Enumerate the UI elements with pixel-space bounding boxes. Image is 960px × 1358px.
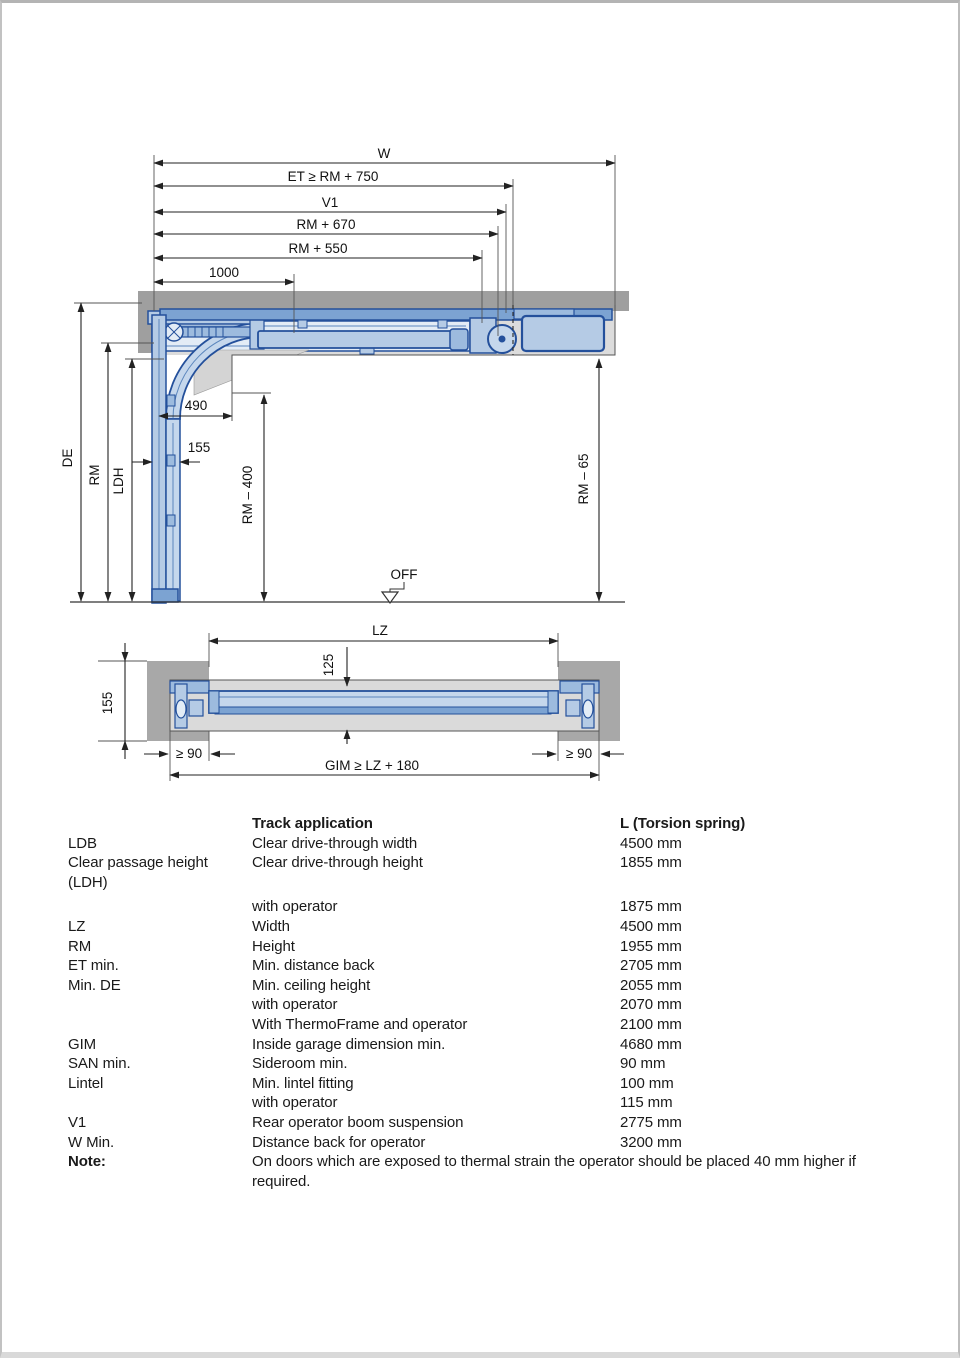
spec-value: 2055 mm xyxy=(620,976,682,994)
spec-row xyxy=(68,834,896,854)
spec-abbr: V1 xyxy=(68,1113,87,1131)
door-leaf-accent xyxy=(215,707,551,714)
spec-value: 2100 mm xyxy=(620,1015,682,1033)
spec-abbr: SAN min. xyxy=(68,1055,131,1073)
note-text: On doors which are exposed to thermal strain the operator should be placed 40 mm higher if required. xyxy=(252,1153,856,1190)
dimension-155-plan xyxy=(98,643,147,759)
spec-abbr: LZ xyxy=(68,917,86,935)
spec-desc: Rear operator boom suspension xyxy=(252,1113,464,1131)
hanger-tab xyxy=(438,320,447,328)
spec-desc: Min. ceiling height xyxy=(252,976,371,994)
spec-desc: Inside garage dimension min. xyxy=(252,1035,446,1053)
spec-desc: Width xyxy=(252,917,290,935)
spec-row xyxy=(68,976,896,996)
spec-value: 3200 mm xyxy=(620,1133,682,1151)
roller-right-icon xyxy=(583,700,593,718)
roller-hinge xyxy=(167,455,175,466)
spec-abbr: RM xyxy=(68,937,92,955)
dim-rm65-label: RM – 65 xyxy=(576,453,591,505)
spec-value: 1955 mm xyxy=(620,937,682,955)
dim-125-label: 125 xyxy=(321,653,336,677)
roller-left-icon xyxy=(176,700,186,718)
ceiling xyxy=(138,291,629,311)
spec-header-track: Track application xyxy=(252,815,373,832)
panel-end-cap xyxy=(450,329,468,350)
spec-abbr: Min. DE xyxy=(68,976,121,994)
spec-value: 4680 mm xyxy=(620,1035,682,1053)
door-bottom-seal xyxy=(152,589,178,602)
spec-row xyxy=(68,853,896,892)
leaf-end-right xyxy=(548,691,558,713)
spec-row xyxy=(68,1093,896,1113)
dimension-lz xyxy=(209,623,558,667)
dimension-de xyxy=(60,303,81,601)
spec-value: 100 mm xyxy=(620,1074,674,1092)
dimension-ldh xyxy=(111,359,132,601)
spec-row xyxy=(68,1015,896,1035)
dimension-rm670 xyxy=(154,217,498,234)
spec-row xyxy=(68,956,896,976)
note-label: Note: xyxy=(68,1153,106,1171)
spec-abbr: W Min. xyxy=(68,1133,115,1151)
spec-desc: With ThermoFrame and operator xyxy=(252,1015,468,1033)
spec-value: 4500 mm xyxy=(620,834,682,852)
spec-desc: Clear drive-through width xyxy=(252,834,418,852)
dimension-rm400 xyxy=(240,395,264,601)
spec-row xyxy=(68,1074,896,1094)
dim-155-side-label: 155 xyxy=(187,440,211,455)
track-application-diagram xyxy=(2,3,960,803)
roller-hinge xyxy=(167,515,175,526)
dim-rm670-label: RM + 670 xyxy=(296,217,356,232)
spec-row xyxy=(68,1054,896,1074)
bracket-left xyxy=(189,700,203,716)
spec-abbr xyxy=(68,1093,252,1113)
spec-desc: Min. distance back xyxy=(252,957,375,975)
spec-value: 2070 mm xyxy=(620,996,682,1014)
spec-header-abbr xyxy=(68,814,252,834)
leaf-end-left xyxy=(209,691,219,713)
side-view xyxy=(60,146,629,603)
spec-abbr xyxy=(68,1015,252,1035)
dimension-w xyxy=(154,146,615,163)
operator-head xyxy=(522,316,604,351)
off-label: OFF xyxy=(390,567,418,582)
dimension-rm550 xyxy=(154,241,482,258)
dim-rm400-label: RM – 400 xyxy=(240,465,255,525)
spec-desc: Min. lintel fitting xyxy=(252,1074,354,1092)
spec-value: 2705 mm xyxy=(620,957,682,975)
spec-value: 1855 mm xyxy=(620,854,682,872)
bracket-right xyxy=(566,700,580,716)
spec-desc: Clear drive-through height xyxy=(252,854,423,872)
pulley-axle xyxy=(499,336,506,343)
roller-hinge xyxy=(167,395,175,406)
dimension-rm xyxy=(87,343,108,601)
spec-value: 115 mm xyxy=(620,1094,673,1112)
spec-abbr xyxy=(68,995,252,1015)
dim-155-plan-label: 155 xyxy=(100,691,115,715)
spec-row xyxy=(68,1113,896,1133)
dimension-rm65 xyxy=(576,359,599,601)
spec-row xyxy=(68,897,896,917)
spec-value: 2775 mm xyxy=(620,1113,682,1131)
spec-desc: with operator xyxy=(252,898,338,916)
dim-ldh-label: LDH xyxy=(111,467,126,495)
spec-desc: with operator xyxy=(252,996,338,1014)
dim-1000-label: 1000 xyxy=(208,265,240,280)
note-row xyxy=(68,1152,896,1191)
dim-gim-label: GIM ≥ LZ + 180 xyxy=(324,758,420,773)
dimension-1000 xyxy=(154,265,294,282)
spec-row xyxy=(68,995,896,1015)
off-leader xyxy=(390,582,404,592)
spec-desc: Sideroom min. xyxy=(252,1055,348,1073)
spec-header-row xyxy=(68,814,896,834)
dim-ge90-left-label: ≥ 90 xyxy=(175,746,203,761)
spec-abbr: Clear passage height (LDH) xyxy=(68,854,208,891)
dimension-et xyxy=(154,169,513,186)
spec-value: 1875 mm xyxy=(620,898,682,916)
dimension-gim xyxy=(170,758,599,775)
gusset-cutout xyxy=(232,355,314,423)
spec-abbr: Lintel xyxy=(68,1074,104,1092)
dim-de-label: DE xyxy=(60,448,75,468)
dim-w-label: W xyxy=(377,146,391,161)
spec-table xyxy=(68,814,896,1191)
spec-desc: with operator xyxy=(252,1094,338,1112)
dim-rm550-label: RM + 550 xyxy=(288,241,348,256)
spec-row xyxy=(68,917,896,937)
spec-abbr xyxy=(68,897,252,917)
spec-header-torsion: L (Torsion spring) xyxy=(620,815,746,832)
door-panel-overhead xyxy=(258,331,454,348)
dim-rm-label: RM xyxy=(87,464,102,486)
spec-value: 4500 mm xyxy=(620,917,682,935)
spec-desc: Height xyxy=(252,937,295,955)
hanger-tab xyxy=(298,320,307,328)
spec-row xyxy=(68,937,896,957)
dim-ge90-right-label: ≥ 90 xyxy=(565,746,593,761)
spec-row xyxy=(68,1133,896,1153)
dim-v1-label: V1 xyxy=(321,195,339,210)
spec-abbr: GIM xyxy=(68,1035,97,1053)
dim-et-label: ET ≥ RM + 750 xyxy=(287,169,379,184)
plan-view xyxy=(98,623,624,781)
spec-row xyxy=(68,1035,896,1055)
spec-abbr: LDB xyxy=(68,834,97,852)
spec-desc: Distance back for operator xyxy=(252,1133,426,1151)
spec-value: 90 mm xyxy=(620,1055,666,1073)
dimension-v1 xyxy=(154,195,506,212)
spec-abbr: ET min. xyxy=(68,957,119,975)
dim-490-label: 490 xyxy=(184,398,208,413)
off-level-marker xyxy=(382,567,418,603)
dim-lz-label: LZ xyxy=(372,623,388,638)
